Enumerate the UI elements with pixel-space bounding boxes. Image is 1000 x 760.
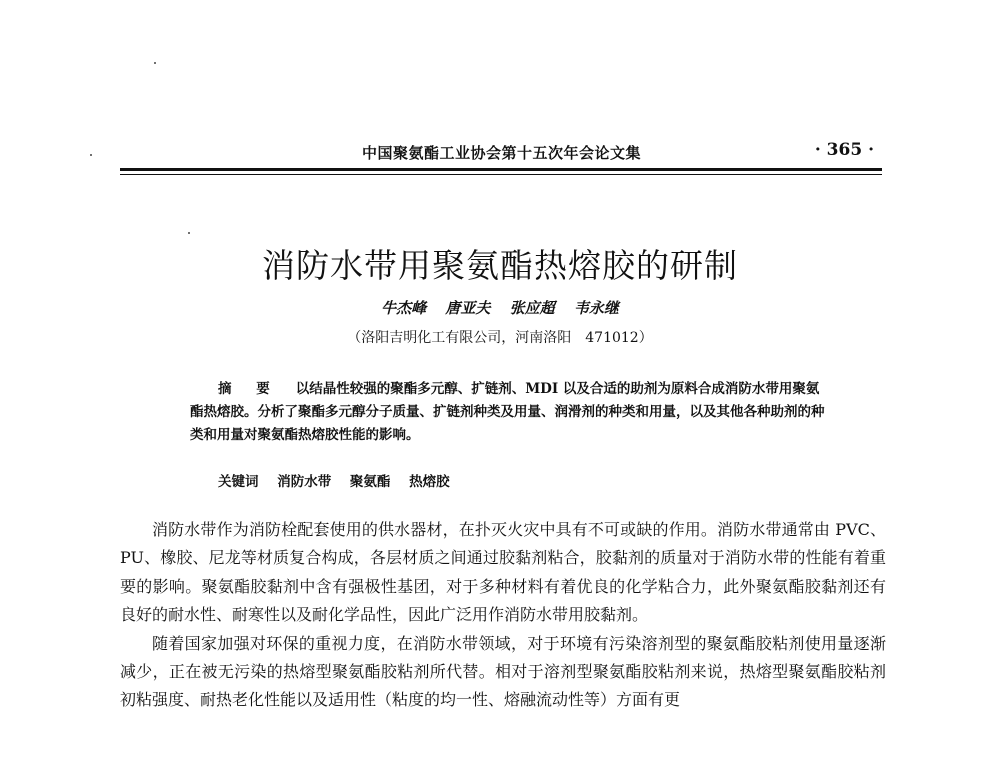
journal-name: 中国聚氨酯工业协会第十五次年会论文集 bbox=[362, 144, 642, 162]
header-rule-thin bbox=[120, 174, 882, 175]
body-text bbox=[120, 516, 886, 715]
paper-title: 消防水带用聚氨酯热熔胶的研制 bbox=[262, 246, 738, 285]
affiliation: （洛阳吉明化工有限公司，河南洛阳 471012） bbox=[347, 330, 653, 346]
scan-speck bbox=[154, 62, 156, 64]
author: 韦永继 bbox=[573, 299, 619, 317]
page-number: · 365 · bbox=[814, 140, 874, 160]
keywords bbox=[218, 470, 464, 490]
header-rule-thick bbox=[120, 168, 882, 171]
author-list bbox=[0, 297, 1000, 318]
scan-speck bbox=[90, 154, 92, 156]
body-paragraph: 消防水带作为消防栓配套使用的供水器材，在扑灭火灾中具有不可或缺的作用。消防水带通常由 PVC、PU、橡胶、尼龙等材质复合构成，各层材质之间通过胶黏剂粘合，胶黏剂的质量对于消防水带的性能有着重要的影响。聚氨酯胶黏剂中含有强极性基团，对于多种材料有着优良的化学粘合力，此外聚氨酯胶黏剂还有良好的耐水性、耐寒性以及耐化学品性，因此广泛用作消防水带用胶黏剂。 bbox=[120, 520, 886, 625]
abstract-label: 摘 要 bbox=[218, 381, 280, 397]
running-header bbox=[120, 140, 882, 164]
author: 牛杰峰 bbox=[381, 299, 427, 317]
author: 张应超 bbox=[509, 299, 555, 317]
abstract bbox=[190, 378, 830, 447]
abstract-text: 以结晶性较强的聚酯多元醇、扩链剂、MDI 以及合适的助剂为原料合成消防水带用聚氨酯热熔胶。分析了聚酯多元醇分子质量、扩链剂种类及用量、润滑剂的种类和用量，以及其他各种助剂的种类和用量对聚氨酯热熔胶性能的影响。 bbox=[190, 381, 825, 443]
keyword: 热熔胶 bbox=[409, 474, 450, 490]
author: 唐亚夫 bbox=[445, 299, 491, 317]
keywords-label: 关键词 bbox=[218, 474, 259, 490]
keyword: 消防水带 bbox=[277, 474, 332, 490]
body-paragraph: 随着国家加强对环保的重视力度，在消防水带领域，对于环境有污染溶剂型的聚氨酯胶粘剂使用量逐渐减少，正在被无污染的热熔型聚氨酯胶粘剂所代替。相对于溶剂型聚氨酯胶粘剂来说，热熔型聚氨酯胶粘剂初粘强度、耐热老化性能以及适用性（粘度的均一性、熔融流动性等）方面有更 bbox=[120, 633, 886, 710]
scan-speck bbox=[188, 232, 190, 234]
keyword: 聚氨酯 bbox=[349, 474, 391, 490]
